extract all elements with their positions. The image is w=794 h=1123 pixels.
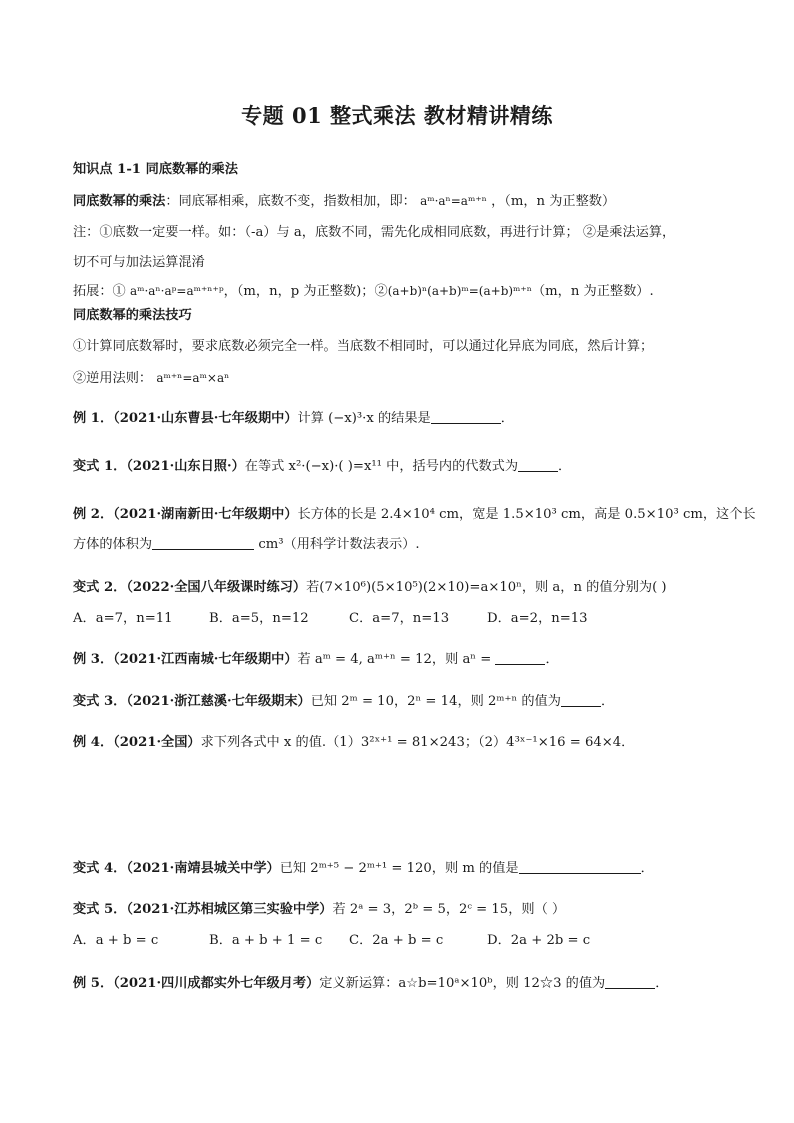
variant-1-expression: x²·(−x)·( )=x¹¹ xyxy=(288,459,382,474)
variant-5-option-b[interactable]: B．a + b + 1 = c xyxy=(209,933,323,948)
extension-condition-1: ，（m，n，p 为正整数)；② xyxy=(223,284,388,299)
variant-3-label: 变式 3． xyxy=(73,694,127,709)
variant-1 xyxy=(73,458,733,476)
example-2-line-1 xyxy=(73,506,756,524)
example-1-text-a: 计算 xyxy=(297,411,324,426)
variant-2-option-a[interactable]: A．a=7，n=11 xyxy=(73,611,173,626)
skill-heading: 同底数幂的乘法技巧 xyxy=(73,308,192,323)
example-3-end: ． xyxy=(545,652,559,667)
extension-line xyxy=(73,282,733,301)
variant-5-source: （2021·江苏相城区第三实验中学） xyxy=(126,902,333,917)
variant-5-text: 若 2ᵃ = 3，2ᵇ = 5，2ᶜ = 15，则（ ） xyxy=(332,902,566,917)
example-5-label: 例 5． xyxy=(73,976,114,991)
example-3 xyxy=(73,651,733,669)
example-1-answer-blank[interactable] xyxy=(431,410,501,424)
variant-5 xyxy=(73,901,733,919)
example-3-label: 例 3． xyxy=(73,652,114,667)
variant-2-option-b[interactable]: B．a=5，n=12 xyxy=(209,611,309,626)
example-4 xyxy=(73,734,733,752)
example-1-label: 例 1． xyxy=(73,411,114,426)
variant-5-options xyxy=(73,932,733,950)
rule-formula: aᵐ·aⁿ=aᵐ⁺ⁿ xyxy=(420,194,487,208)
skill-2-formula: aᵐ⁺ⁿ=aᵐ×aⁿ xyxy=(156,371,230,385)
extension-formula-2: (a+b)ⁿ(a+b)ᵐ=(a+b)ᵐ⁺ⁿ xyxy=(387,284,532,298)
variant-4-end: ． xyxy=(640,861,654,876)
note-line-1: 注：①底数一定要一样。如：（-a）与 a，底数不同，需先化成相同底数，再进行计算； ②是乘法运算， xyxy=(73,225,676,240)
variant-5-option-a[interactable]: A．a + b = c xyxy=(73,933,159,948)
example-2-line-2 xyxy=(73,536,733,554)
variant-2-text: 若(7×10⁶)(5×10⁵)(2×10)=a×10ⁿ，则 a，n 的值分别为( ) xyxy=(306,580,667,595)
variant-1-label: 变式 1． xyxy=(73,459,127,474)
variant-1-answer-blank[interactable] xyxy=(518,458,558,472)
example-2-text: 长方体的长是 2.4×10⁴ cm，宽是 1.5×10³ cm，高是 0.5×10³ cm，这个长 xyxy=(297,507,756,522)
example-5-source: （2021·四川成都实外七年级月考） xyxy=(113,976,320,991)
skill-2-prefix: ②逆用法则： xyxy=(73,371,153,386)
variant-3-end: ． xyxy=(600,694,615,709)
example-1 xyxy=(73,410,733,428)
example-3-text: 若 aᵐ = 4, aᵐ⁺ⁿ = 12，则 aⁿ = xyxy=(297,652,492,667)
rule-line xyxy=(73,192,733,211)
example-5-end: ． xyxy=(655,976,669,991)
rule-text: ：同底幂相乘，底数不变，指数相加，即： xyxy=(165,194,416,209)
note-line-2: 切不可与加法运算混淆 xyxy=(73,255,205,270)
variant-1-text-b: 中，括号内的代数式为 xyxy=(381,459,519,474)
extension-formula-1: aᵐ·aⁿ·aᵖ=aᵐ⁺ⁿ⁺ᵖ xyxy=(129,284,224,298)
variant-3-answer-blank[interactable] xyxy=(561,693,601,707)
variant-4-text: 已知 2ᵐ⁺⁵ − 2ᵐ⁺¹ = 120，则 m 的值是 xyxy=(279,861,519,876)
variant-2-label: 变式 2． xyxy=(73,580,127,595)
example-2-label: 例 2． xyxy=(73,507,114,522)
example-1-end: ． xyxy=(500,411,514,426)
example-2-answer-blank[interactable] xyxy=(152,536,254,550)
example-5 xyxy=(73,975,733,993)
example-4-label: 例 4． xyxy=(73,735,114,750)
extension-condition-2: （m，n 为正整数）. xyxy=(531,284,654,299)
variant-1-text-a: 在等式 xyxy=(244,459,289,474)
variant-3-text: 已知 2ᵐ = 10，2ⁿ = 14，则 2ᵐ⁺ⁿ 的值为 xyxy=(310,694,561,709)
variant-3-source: （2021·浙江慈溪·七年级期末） xyxy=(126,694,311,709)
variant-2-options xyxy=(73,610,733,628)
variant-5-option-d[interactable]: D．2a + 2b = c xyxy=(487,933,591,948)
example-2-text-2b: cm³（用科学计数法表示）. xyxy=(258,537,420,552)
example-3-answer-blank[interactable] xyxy=(495,651,545,665)
variant-5-label: 变式 5． xyxy=(73,902,127,917)
variant-2-option-d[interactable]: D．a=2，n=13 xyxy=(487,611,588,626)
variant-2-option-c[interactable]: C．a=7，n=13 xyxy=(349,611,450,626)
example-1-expression: (−x)³·x xyxy=(328,411,374,426)
example-5-text: 定义新运算：a☆b=10ᵃ×10ᵇ，则 12☆3 的值为 xyxy=(319,976,606,991)
variant-1-end: ． xyxy=(558,459,572,474)
variant-4-source: （2021·南靖县城关中学） xyxy=(126,861,280,876)
rule-label: 同底数幂的乘法 xyxy=(73,194,166,209)
example-1-text-b: 的结果是 xyxy=(378,411,431,426)
variant-2-source: （2022·全国八年级课时练习） xyxy=(126,580,307,595)
example-2-source: （2021·湖南新田·七年级期中） xyxy=(113,507,298,522)
example-4-source: （2021·全国） xyxy=(113,735,201,750)
example-1-source: （2021·山东曹县·七年级期中） xyxy=(113,411,298,426)
variant-1-source: （2021·山东日照·） xyxy=(126,459,245,474)
rule-condition: ，（m，n 为正整数） xyxy=(491,194,616,209)
skill-line-2 xyxy=(73,369,733,388)
page-title: 专题 01 整式乘法 教材精讲精练 xyxy=(241,103,553,128)
variant-3 xyxy=(73,693,733,711)
example-2-text-2a: 方体的体积为 xyxy=(73,537,153,552)
variant-4-answer-blank[interactable] xyxy=(519,860,641,874)
knowledge-point-heading: 知识点 1-1 同底数幂的乘法 xyxy=(73,162,238,177)
variant-4 xyxy=(73,860,733,878)
variant-5-option-c[interactable]: C．2a + b = c xyxy=(349,933,444,948)
variant-2 xyxy=(73,579,733,597)
example-5-answer-blank[interactable] xyxy=(605,975,655,989)
extension-prefix: 拓展：① xyxy=(73,284,130,299)
example-4-text: 求下列各式中 x 的值.（1）3²ˣ⁺¹ = 81×243；（2）4³ˣ⁻¹×16 = 64×4． xyxy=(200,735,635,750)
example-3-source: （2021·江西南城·七年级期中） xyxy=(113,652,298,667)
skill-line-1: ①计算同底数幂时，要求底数必须完全一样。当底数不相同时，可以通过化异底为同底，然后计算； xyxy=(73,339,654,354)
variant-4-label: 变式 4． xyxy=(73,861,127,876)
